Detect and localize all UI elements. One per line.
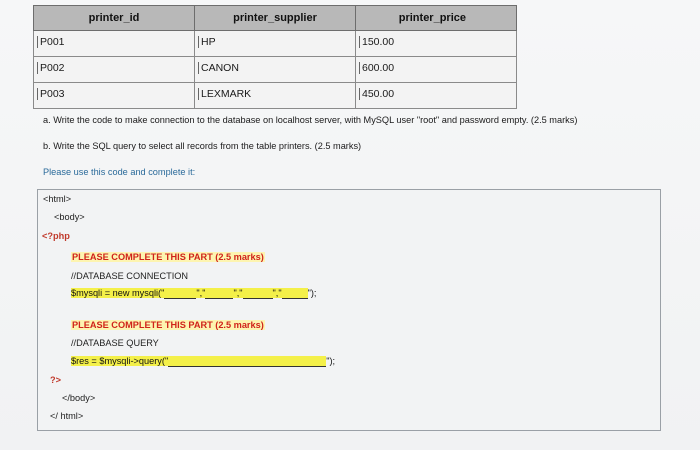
table-row	[34, 57, 517, 83]
code-php-close: ?>	[50, 375, 61, 385]
query-prefix: $res = $mysqli->query("	[71, 356, 169, 366]
complete-part-1-label: PLEASE COMPLETE THIS PART (2.5 marks)	[72, 252, 264, 262]
instruction-hint: Please use this code and complete it:	[43, 167, 196, 177]
table-row	[34, 83, 517, 109]
question-b: b. Write the SQL query to select all records from the table printers. (2.5 marks)	[43, 141, 362, 151]
cell-text: P003	[37, 88, 65, 100]
cell-printer-price	[356, 57, 517, 83]
query-end: ");	[326, 356, 336, 366]
connection-end: ");	[307, 288, 317, 298]
cell-text: P001	[37, 36, 65, 48]
database-blank[interactable]	[282, 288, 308, 299]
code-box	[37, 189, 661, 431]
cell-text: 150.00	[359, 36, 394, 48]
code-html-close: </ html>	[50, 411, 84, 421]
cell-text: HP	[198, 36, 216, 48]
complete-part-2-label: PLEASE COMPLETE THIS PART (2.5 marks)	[72, 320, 264, 330]
cell-printer-price	[356, 31, 517, 57]
code-body-open: <body>	[54, 212, 85, 222]
comment-database-query: //DATABASE QUERY	[71, 338, 159, 348]
user-blank[interactable]	[205, 288, 233, 299]
col-header-printer-id: printer_id	[34, 6, 195, 31]
col-header-printer-supplier: printer_supplier	[195, 6, 356, 31]
question-a: a. Write the code to make connection to the database on localhost server, with MySQL user "root" and password empty. (2.5 marks)	[43, 115, 578, 125]
query-code-line	[71, 356, 335, 367]
cell-text: 600.00	[359, 62, 394, 74]
cell-text: P002	[37, 62, 65, 74]
query-blank[interactable]	[168, 356, 326, 367]
printers-table	[33, 5, 517, 109]
cell-printer-supplier	[195, 83, 356, 109]
cell-text: 450.00	[359, 88, 394, 100]
connection-code-line	[71, 288, 316, 299]
comment-database-connection: //DATABASE CONNECTION	[71, 271, 189, 281]
table-row	[34, 31, 517, 57]
connection-separator-2: ","	[233, 288, 243, 298]
cell-printer-id	[34, 83, 195, 109]
table-header-row	[34, 6, 517, 31]
code-php-open: <?php	[42, 231, 70, 241]
cell-printer-price	[356, 83, 517, 109]
col-header-printer-price: printer_price	[356, 6, 517, 31]
connection-separator-3: ","	[272, 288, 282, 298]
connection-separator-1: ","	[196, 288, 206, 298]
cell-printer-id	[34, 57, 195, 83]
cell-text: LEXMARK	[198, 88, 251, 100]
cell-printer-supplier	[195, 31, 356, 57]
cell-text: CANON	[198, 62, 239, 74]
connection-prefix: $mysqli = new mysqli("	[71, 288, 165, 298]
code-html-open: <html>	[43, 194, 72, 204]
password-blank[interactable]	[243, 288, 273, 299]
cell-printer-id	[34, 31, 195, 57]
code-body-close: </body>	[62, 393, 96, 403]
cell-printer-supplier	[195, 57, 356, 83]
host-blank[interactable]	[164, 288, 196, 299]
